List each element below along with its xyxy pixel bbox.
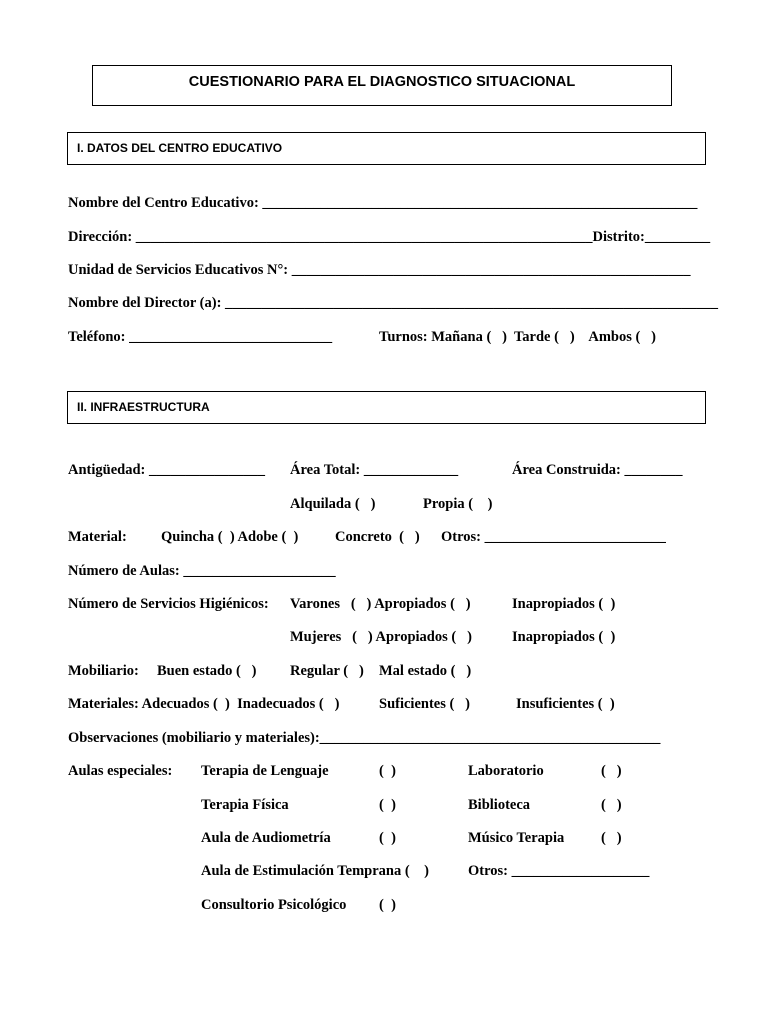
concreto-option[interactable]: Concreto ( ) [335, 529, 420, 545]
director-field[interactable]: Nombre del Director (a): ____________________________________________________________________ [68, 295, 719, 311]
sshh-label: Número de Servicios Higiénicos: [68, 596, 269, 612]
alquilada-option[interactable]: Alquilada ( ) [290, 496, 376, 512]
materiales-options[interactable]: Materiales: Adecuados ( ) Inadecuados ( ) [68, 696, 340, 712]
varones-inapropiados-option[interactable]: Inapropiados ( ) [512, 596, 616, 612]
mujeres-inapropiados-option[interactable]: Inapropiados ( ) [512, 629, 616, 645]
varones-options[interactable]: Varones ( ) Apropiados ( ) [290, 596, 471, 612]
aula-checkbox[interactable]: ( ) [601, 830, 622, 846]
insuficientes-option[interactable]: Insuficientes ( ) [516, 696, 615, 712]
aula-name: Laboratorio [468, 763, 544, 779]
aula-otros-field[interactable]: Otros: ___________________ [468, 863, 650, 879]
nombre-centro-field[interactable]: Nombre del Centro Educativo: ____________________________________________________________ [68, 195, 698, 211]
propia-option[interactable]: Propia ( ) [423, 496, 493, 512]
observaciones-field[interactable]: Observaciones (mobiliario y materiales):_______________________________________________ [68, 730, 661, 746]
section-1-heading: I. DATOS DEL CENTRO EDUCATIVO [77, 141, 283, 155]
turnos-options[interactable]: Turnos: Mañana ( ) Tarde ( ) Ambos ( ) [379, 329, 657, 345]
aula-name: Aula de Audiometría [201, 830, 331, 846]
regular-option[interactable]: Regular ( ) [290, 663, 364, 679]
aula-checkbox[interactable]: ( ) [379, 797, 396, 813]
buen-estado-option[interactable]: Buen estado ( ) [157, 663, 257, 679]
material-options[interactable]: Quincha ( ) Adobe ( ) [161, 529, 299, 545]
title-box [92, 65, 672, 106]
aula-checkbox[interactable]: ( ) [379, 763, 396, 779]
aula-name[interactable]: Aula de Estimulación Temprana ( ) [201, 863, 429, 879]
mobiliario-label: Mobiliario: [68, 663, 139, 679]
section-1-header [67, 132, 706, 165]
form-title: CUESTIONARIO PARA EL DIAGNOSTICO SITUACIONAL [188, 74, 576, 90]
section-2-heading: II. INFRAESTRUCTURA [77, 400, 210, 414]
aula-name: Músico Terapia [468, 830, 565, 846]
numero-aulas-field[interactable]: Número de Aulas: _____________________ [68, 563, 336, 579]
aula-checkbox[interactable]: ( ) [601, 797, 622, 813]
area-total-field[interactable]: Área Total: _____________ [290, 462, 459, 478]
aulas-especiales-label: Aulas especiales: [68, 763, 173, 779]
aula-checkbox[interactable]: ( ) [379, 897, 396, 913]
aula-name: Consultorio Psicológico [201, 897, 347, 913]
aula-name: Biblioteca [468, 797, 531, 813]
direccion-field[interactable]: Dirección: _______________________________________________________________Distrito:_________ [68, 229, 711, 245]
unidad-servicios-field[interactable]: Unidad de Servicios Educativos N°: _______________________________________________________ [68, 262, 691, 278]
mal-estado-option[interactable]: Mal estado ( ) [379, 663, 472, 679]
aula-name: Terapia Física [201, 797, 289, 813]
section-2-header [67, 391, 706, 424]
area-construida-field[interactable]: Área Construida: ________ [512, 462, 683, 478]
material-label: Material: [68, 529, 127, 545]
telefono-field[interactable]: Teléfono: ____________________________ [68, 329, 333, 345]
material-otros-field[interactable]: Otros: _________________________ [441, 529, 666, 545]
aula-name: Terapia de Lenguaje [201, 763, 329, 779]
antiguedad-field[interactable]: Antigüedad: ________________ [68, 462, 265, 478]
aula-checkbox[interactable]: ( ) [601, 763, 622, 779]
suficientes-option[interactable]: Suficientes ( ) [379, 696, 471, 712]
mujeres-options[interactable]: Mujeres ( ) Apropiados ( ) [290, 629, 472, 645]
aula-checkbox[interactable]: ( ) [379, 830, 396, 846]
